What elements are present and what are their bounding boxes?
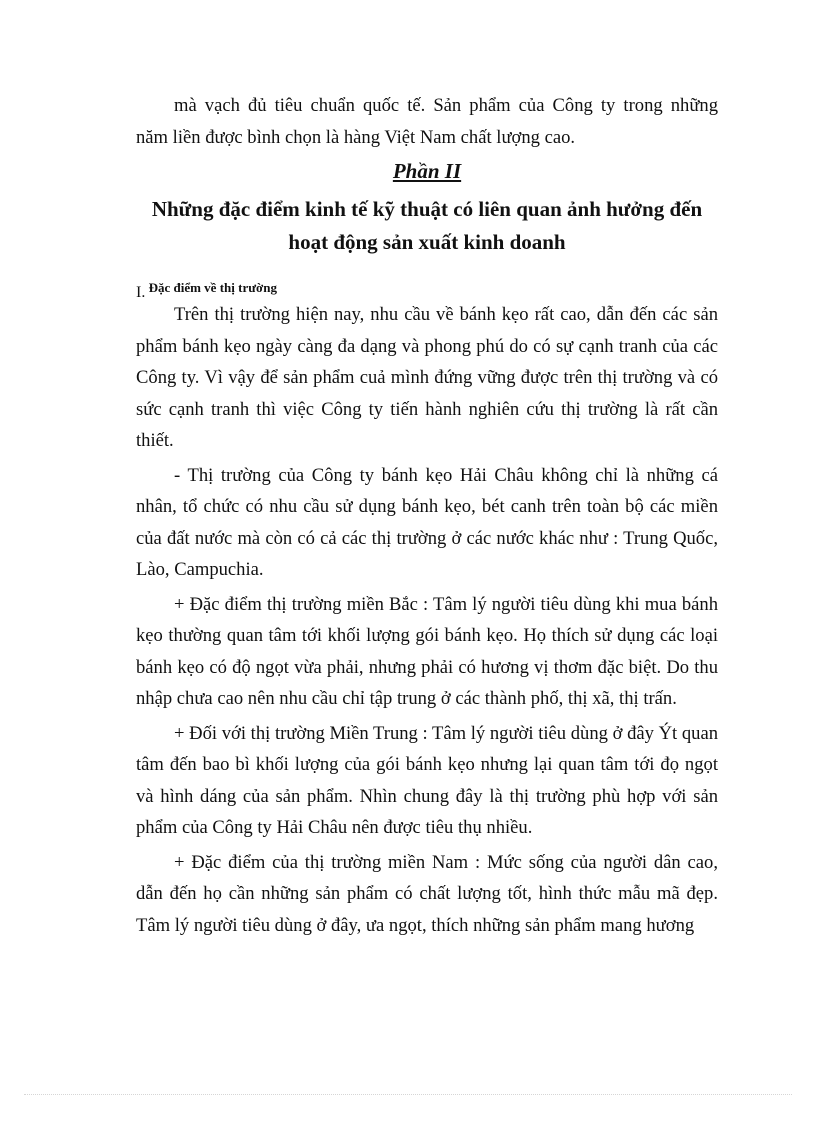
paragraph-central-market: + Đối với thị trường Miền Trung : Tâm lý người tiêu dùng ở đây Ýt quan tâm đến bao bì khối lượng của gói bánh kẹo nhưng lại quan tâm tới đọ ngọt và hình dáng của sản phẩm. Nhìn chung đây là thị trường phù hợp với sản phẩm của Công ty Hải Châu nên được tiêu thụ nhiều. xyxy=(136,722,718,838)
chapter-title: Những đặc điểm kinh tế kỹ thuật có liên quan ảnh hưởng đến hoạt động sản xuất kinh doanh xyxy=(151,197,703,254)
section-heading xyxy=(136,281,718,299)
paragraph-north-market: + Đặc điểm thị trường miền Bắc : Tâm lý người tiêu dùng khi mua bánh kẹo thường quan tâm tới khối lượng gói bánh kẹo. Họ thích sử dụng các loại bánh kẹo có độ ngọt vừa phải, nhưng phải có hương vị thơm đặc biệt. Do thu nhập chưa cao nên nhu cầu chỉ tập trung ở các thành phố, thị xã, thị trấn. xyxy=(136,593,718,709)
page-content xyxy=(136,90,718,941)
intro-line-1: mà vạch đủ tiêu chuẩn quốc tế. Sản phẩm của Công ty trong những xyxy=(174,95,718,116)
page-footer-divider xyxy=(24,1094,792,1095)
paragraph-south-market: + Đặc điểm của thị trường miền Nam : Mức sống của người dân cao, dẫn đến họ cần những sản phẩm có chất lượng tốt, hình thức mẫu mã đẹp. Tâm lý người tiêu dùng ở đây, ưa ngọt, thích những sản phẩm mang hương xyxy=(136,851,718,936)
section-title: Đặc điểm về thị trường xyxy=(148,280,277,295)
paragraph-company-market: - Thị trường của Công ty bánh kẹo Hải Châu không chỉ là những cá nhân, tổ chức có nhu cầu sử dụng bánh kẹo, bét canh trên toàn bộ các miền của đất nước mà còn có cả các thị trường ở các nước khác như : Trung Quốc, Lào, Campuchia. xyxy=(136,464,718,580)
part-title: Phần II xyxy=(392,159,462,183)
paragraph-market-overview: Trên thị trường hiện nay, nhu cầu về bánh kẹo rất cao, dẫn đến các sản phẩm bánh kẹo ngày càng đa dạng và phong phú do có sự cạnh tranh của các Công ty. Vì vậy để sản phẩm cuả mình đứng vững được trên thị trường và có sức cạnh tranh thì việc Công ty tiến hành nghiên cứu thị trường là rất cần thiết. xyxy=(136,304,718,451)
intro-line-2: năm liền được bình chọn là hàng Việt Nam chất lượng cao. xyxy=(136,126,576,148)
section-number: I. xyxy=(136,284,146,301)
